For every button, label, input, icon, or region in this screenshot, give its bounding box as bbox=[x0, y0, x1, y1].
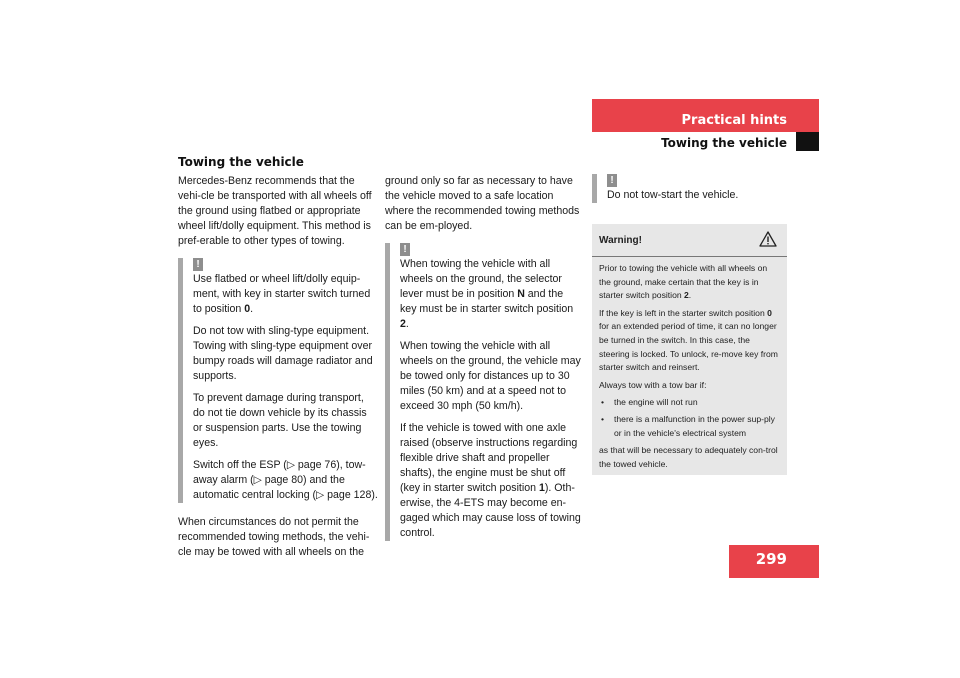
warning-triangle-icon bbox=[759, 231, 777, 247]
note-1-paragraph-1: Use flatbed or wheel lift/dolly equip-ment, with key in starter switch turned to position 0. bbox=[193, 273, 371, 315]
caution-mark-icon: ! bbox=[400, 243, 410, 256]
warning-paragraph-3: Always tow with a tow bar if: bbox=[599, 379, 707, 390]
note-2-paragraph-2: When towing the vehicle with all wheels on the ground, the vehicle may be towed only for distances up to 30 miles (50 km) and at a speed not to exceed 30 mph (50 km/h). bbox=[400, 340, 581, 412]
header-topic-title: Towing the vehicle bbox=[661, 136, 787, 150]
page-heading: Towing the vehicle bbox=[178, 155, 304, 169]
list-item: • the engine will not run bbox=[599, 396, 779, 410]
warning-body bbox=[592, 257, 787, 471]
header-black-tab bbox=[796, 132, 819, 151]
list-item: • there is a malfunction in the power sup-ply or in the vehicle's electrical system bbox=[599, 413, 779, 440]
note-box-3 bbox=[592, 174, 788, 203]
intro-paragraph: Mercedes-Benz recommends that the vehi-cle be transported with all wheels off the ground using flatbed or appropriate wheel lift/dolly equipment. This method is pref-erable to other types of towing. bbox=[178, 175, 372, 247]
warning-bullet-list bbox=[599, 396, 779, 440]
page-number: 299 bbox=[755, 550, 787, 568]
column-1 bbox=[178, 174, 378, 560]
note-box-2 bbox=[385, 243, 581, 541]
note-3-text: Do not tow-start the vehicle. bbox=[607, 189, 739, 201]
column-3-note bbox=[592, 174, 788, 203]
note-box-1 bbox=[178, 258, 378, 503]
caution-mark-icon: ! bbox=[193, 258, 203, 271]
note-2-paragraph-1: When towing the vehicle with all wheels on the ground, the selector lever must be in position N and the key must be in starter switch position 2. bbox=[400, 258, 574, 330]
warning-title: Warning! bbox=[599, 235, 642, 246]
warning-paragraph-2: If the key is left in the starter switch position 0 for an extended period of time, it can no longer be turned in the switch. In this case, the steering is locked. To unlock, re-move key from starter switch and reinsert. bbox=[599, 307, 778, 373]
warning-paragraph-1: Prior to towing the vehicle with all wheels on the ground, make certain that the key is in starter switch position 2. bbox=[599, 263, 768, 301]
warning-paragraph-4: as that will be necessary to adequately con-trol the towed vehicle. bbox=[599, 445, 778, 469]
outro-paragraph: When circumstances do not permit the recommended towing methods, the vehi-cle may be towed with all wheels on the bbox=[178, 516, 370, 558]
header-section-title: Practical hints bbox=[681, 113, 787, 128]
warning-header bbox=[592, 224, 787, 257]
warning-box bbox=[592, 224, 787, 475]
caution-mark-icon: ! bbox=[607, 174, 617, 187]
column-2 bbox=[385, 174, 581, 541]
note-1-paragraph-3: To prevent damage during transport, do not tie down vehicle by its chassis or suspension parts. Use the towing eyes. bbox=[193, 392, 367, 449]
continued-paragraph: ground only so far as necessary to have the vehicle moved to a safe location where the recommended towing methods can be em-ployed. bbox=[385, 175, 580, 232]
note-1-paragraph-4: Switch off the ESP (▷ page 76), tow-away alarm (▷ page 80) and the automatic central locking (▷ page 128). bbox=[193, 459, 378, 501]
note-2-paragraph-3: If the vehicle is towed with one axle raised (observe instructions regarding flexible drive shaft and propeller shafts), the engine must be shut off (key in starter switch position 1). Oth-erwise, the 4-ETS may become en-gaged which may cause loss of towing control. bbox=[400, 422, 581, 539]
note-1-paragraph-2: Do not tow with sling-type equipment. Towing with sling-type equipment over bumpy roads will damage radiator and supports. bbox=[193, 325, 373, 382]
